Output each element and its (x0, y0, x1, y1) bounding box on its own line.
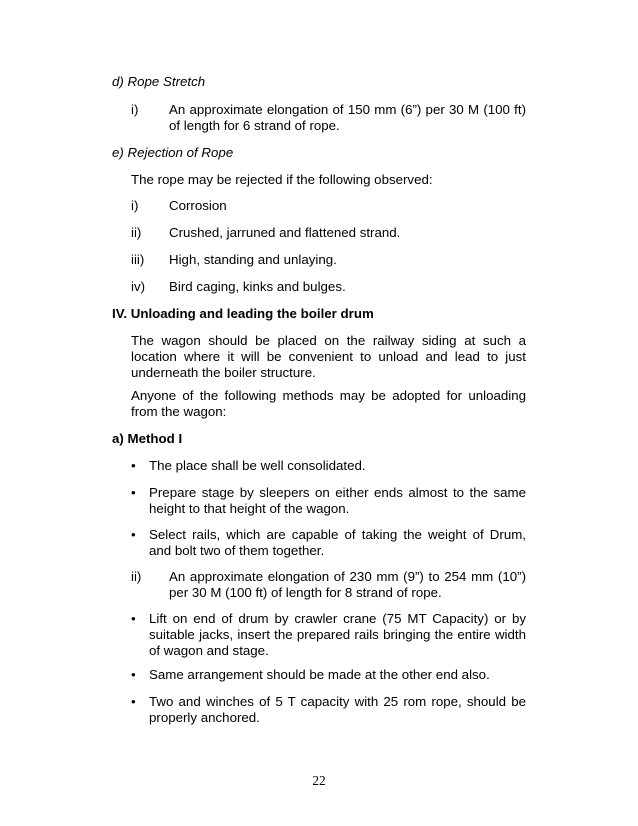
section-e-intro: The rope may be rejected if the following observed: (131, 172, 433, 187)
bullet-icon: • (131, 485, 136, 500)
bullet-item-text: Select rails, which are capable of taking the weight of Drum, and bolt two of them together. (149, 527, 526, 558)
list-item-label: ii) (131, 225, 142, 240)
list-item-label: iv) (131, 279, 146, 294)
bullet-item-text: Two and winches of 5 T capacity with 25 rom rope, should be properly anchored. (149, 694, 526, 725)
bullet-icon: • (131, 694, 136, 709)
bullet-icon: • (131, 667, 136, 682)
section-d-item-label: i) (131, 102, 139, 117)
bullet-icon: • (131, 527, 136, 542)
section-iv-paragraph: The wagon should be placed on the railway siding at such a location where it will be convenient to unload and lead to just underneath the boiler structure. (131, 333, 526, 380)
method-heading: a) Method I (112, 431, 183, 446)
section-e-heading: e) Rejection of Rope (112, 145, 234, 160)
page-number: 22 (312, 773, 326, 788)
list-item-label: i) (131, 198, 139, 213)
bullet-item-text: The place shall be well consolidated. (149, 458, 366, 473)
section-iv-heading: IV. Unloading and leading the boiler drum (112, 306, 374, 321)
bullet-item-text: Lift on end of drum by crawler crane (75 MT Capacity) or by suitable jacks, insert the prepared rails bringing the entire width of wagon and stage. (149, 611, 526, 658)
list-item-text: An approximate elongation of 230 mm (9”) to 254 mm (10”) per 30 M (100 ft) of length for 8 strand of rope. (169, 569, 526, 600)
bullet-icon: • (131, 611, 136, 626)
section-d-item-text: An approximate elongation of 150 mm (6”) per 30 M (100 ft) of length for 6 strand of rope. (169, 102, 526, 133)
list-item-text: High, standing and unlaying. (169, 252, 337, 267)
section-d-heading: d) Rope Stretch (112, 74, 206, 89)
bullet-item-text: Same arrangement should be made at the other end also. (149, 667, 490, 682)
list-item-text: Bird caging, kinks and bulges. (169, 279, 346, 294)
bullet-item-text: Prepare stage by sleepers on either ends almost to the same height to that height of the wagon. (149, 485, 526, 516)
bullet-icon: • (131, 458, 136, 473)
list-item-label: ii) (131, 569, 142, 584)
list-item-text: Crushed, jarruned and flattened strand. (169, 225, 401, 240)
section-iv-paragraph: Anyone of the following methods may be adopted for unloading from the wagon: (131, 388, 526, 419)
list-item-text: Corrosion (169, 198, 227, 213)
list-item-label: iii) (131, 252, 145, 267)
